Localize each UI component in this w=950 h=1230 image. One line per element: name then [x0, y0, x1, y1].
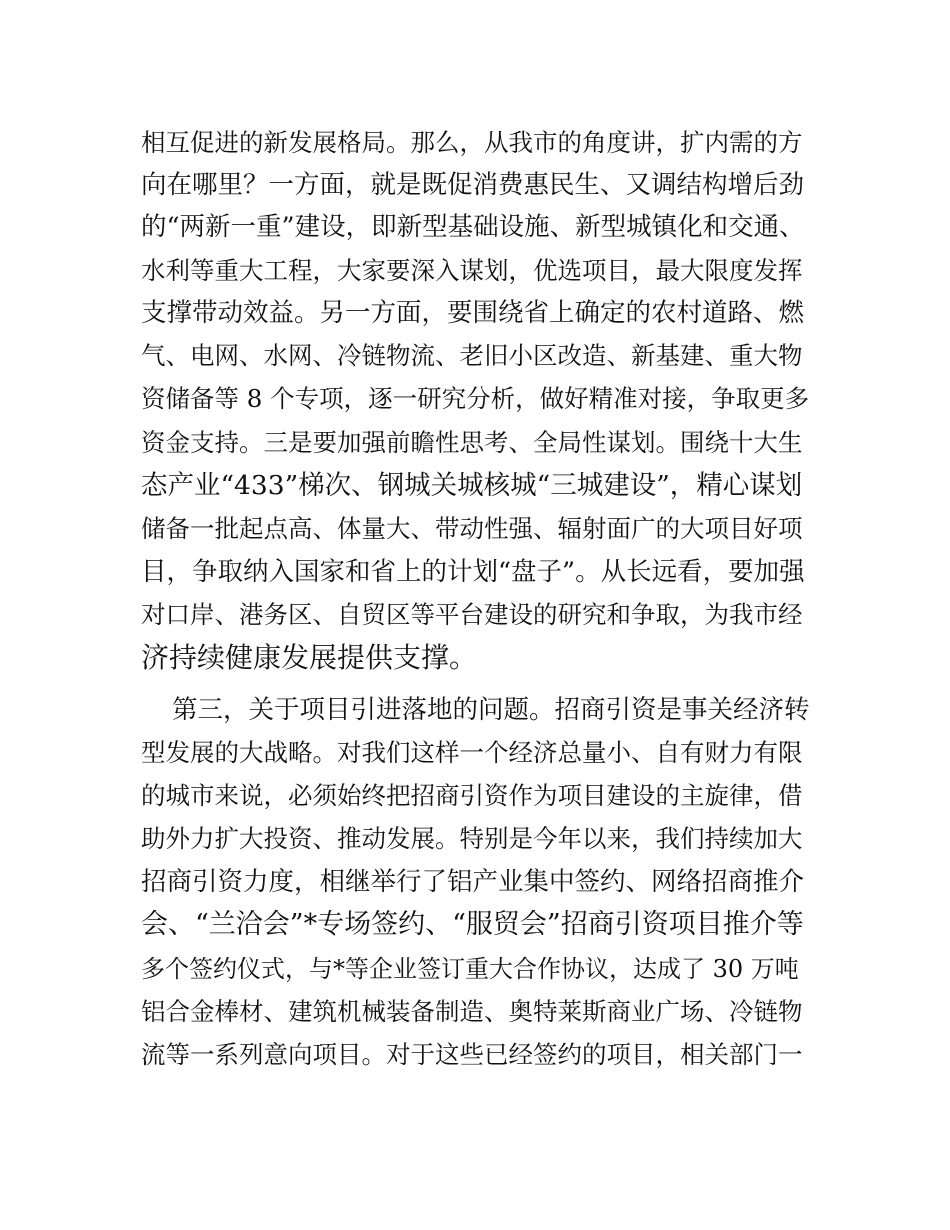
text-line: 流等一系列意向项目。对于这些已经签约的项目，相关部门一 [141, 1040, 803, 1069]
text-line: 招商引资力度，相继举行了铝产业集中签约、网络招商推介 [141, 867, 805, 897]
text-line: 态产业“433”梯次、钢城关城核城“三城建设”，精心谋划 [141, 470, 803, 501]
text-line: 目，争取纳入国家和省上的计划“盘子”。从长远看，要加强 [141, 557, 805, 587]
text-line: 的“两新一重”建设，即新型基础设施、新型城镇化和交通、 [141, 212, 805, 242]
text-line: 资金支持。三是要加强前瞻性思考、全局性谋划。围绕十大生 [141, 428, 803, 457]
text-line: 对口岸、港务区、自贸区等平台建设的研究和争取，为我市经 [141, 600, 803, 629]
text-line: 气、电网、水网、冷链物流、老旧小区改造、新基建、重大物 [141, 341, 803, 370]
text-line: 支撑带动效益。另一方面，要围绕省上确定的农村道路、燃 [141, 298, 805, 328]
text-line: 相互促进的新发展格局。那么，从我市的角度讲，扩内需的方 [141, 128, 803, 157]
text-line: 型发展的大战略。对我们这样一个经济总量小、自有财力有限 [141, 738, 803, 767]
text-line: 助外力扩大投资、推动发展。特别是今年以来，我们持续加大 [141, 824, 803, 853]
text-line: 储备一批起点高、体量大、带动性强、辐射面广的大项目好项 [141, 514, 803, 543]
text-line: 铝合金棒材、建筑机械装备制造、奥特莱斯商业广场、冷链物 [141, 997, 803, 1026]
text-line: 水利等重大工程，大家要深入谋划，优选项目，最大限度发挥 [141, 256, 803, 285]
text-line: 向在哪里？一方面，就是既促消费惠民生、又调结构增后劲 [141, 170, 805, 200]
text-line: 济持续健康发展提供支撑。 [141, 641, 478, 674]
text-line: 的城市来说，必须始终把招商引资作为项目建设的主旋律，借 [141, 781, 803, 810]
text-line: 多个签约仪式，与*等企业签订重大合作协议，达成了 30 万吨 [141, 955, 799, 983]
text-line: 资储备等 8 个专项，逐一研究分析，做好精准对接，争取更多 [141, 384, 810, 413]
text-line: 第三，关于项目引进落地的问题。招商引资是事关经济转 [172, 695, 810, 725]
text-line: 会、“兰洽会”*专场签约、“服贸会”招商引资项目推介等 [141, 909, 804, 940]
